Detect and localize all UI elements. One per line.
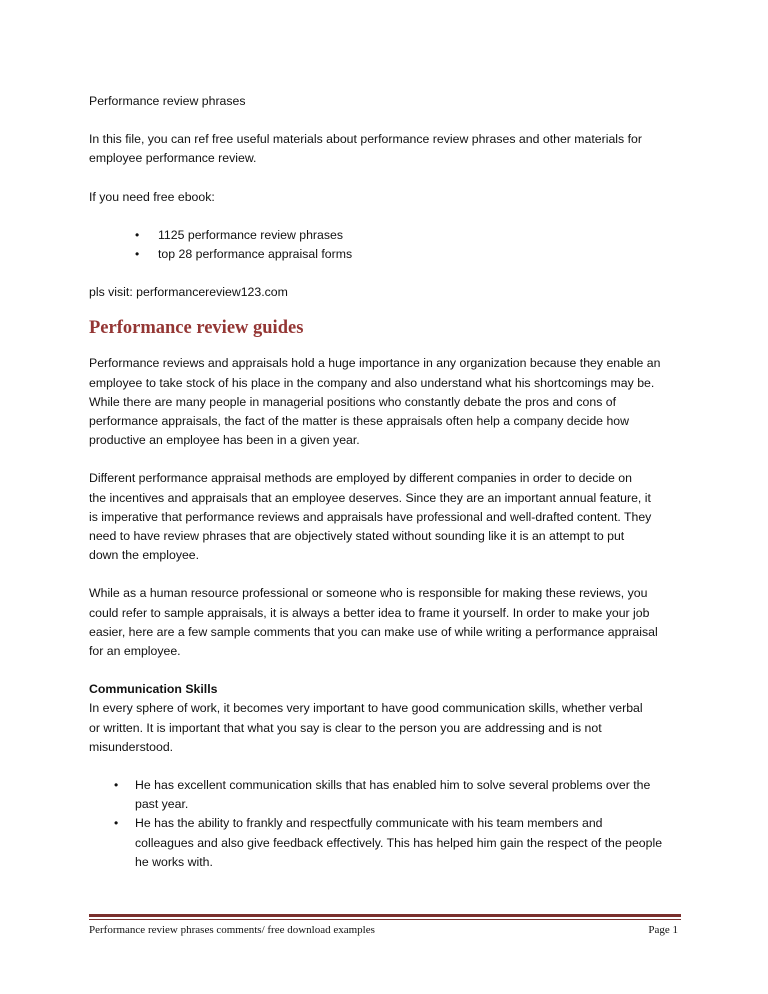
page-number: Page 1	[648, 924, 678, 936]
text-line: He has the ability to frankly and respectfully communicate with his team members and	[135, 816, 603, 831]
ebook-list	[89, 226, 689, 264]
text-line: the incentives and appraisals that an employee deserves. Since they are an important annual feature, it	[89, 490, 651, 505]
section-heading: Performance review guides	[89, 318, 304, 339]
list-item-text: top 28 performance appraisal forms	[158, 247, 353, 262]
list-item	[89, 814, 689, 872]
footer-divider	[89, 919, 681, 920]
bullet-icon: •	[135, 247, 140, 262]
text-line: colleagues and also give feedback effectively. This has helped him gain the respect of the people	[135, 835, 663, 850]
text-line: is imperative that performance reviews and appraisals have professional and well-drafted content. They	[89, 509, 652, 524]
paragraph	[89, 584, 689, 661]
text-line: easier, here are a few sample comments that you can make use of while writing a performance appraisal	[89, 624, 658, 639]
paragraph	[89, 354, 689, 450]
text-line: need to have review phrases that are objectively stated without sounding like it is an attempt to put	[89, 529, 625, 544]
text-line: he works with.	[135, 854, 213, 869]
document-title: Performance review phrases	[89, 94, 246, 108]
visit-line: pls visit: performancereview123.com	[89, 285, 288, 300]
text-line: productive an employee has been in a given year.	[89, 433, 360, 448]
text-line: While as a human resource professional or someone who is responsible for making these reviews, you	[89, 586, 648, 601]
list-item	[89, 226, 689, 245]
text-line: employee to take stock of his place in the company and also understand what his shortcomings may be.	[89, 375, 655, 390]
text-line: Different performance appraisal methods are employed by different companies in order to decide on	[89, 471, 632, 486]
text-line: performance appraisals, the fact of the matter is these appraisals often help a company decide how	[89, 414, 630, 429]
intro-paragraph	[89, 130, 689, 168]
bullet-icon: •	[114, 816, 119, 831]
paragraph	[89, 699, 689, 757]
document-body	[89, 92, 689, 872]
bullet-icon: •	[114, 778, 119, 793]
paragraph	[89, 469, 689, 565]
text-line: down the employee.	[89, 548, 200, 563]
ebook-lead: If you need free ebook:	[89, 189, 215, 204]
text-line: While there are many people in managerial positions who constantly debate the pros and cons of	[89, 394, 617, 409]
list-item	[89, 245, 689, 264]
text-line: past year.	[135, 797, 189, 812]
bullet-icon: •	[135, 227, 140, 242]
text-line: In every sphere of work, it becomes very important to have good communication skills, whether verbal	[89, 701, 643, 716]
text-line: Performance reviews and appraisals hold a huge importance in any organization because they enable an	[89, 356, 661, 371]
text-line: or written. It is important that what you say is clear to the person you are addressing and is not	[89, 720, 602, 735]
intro-line: employee performance review.	[89, 151, 257, 166]
footer-title: Performance review phrases comments/ free download examples	[89, 924, 375, 936]
footer-divider	[89, 914, 681, 917]
comments-list	[89, 776, 689, 872]
subheading: Communication Skills	[89, 682, 218, 697]
text-line: for an employee.	[89, 644, 181, 659]
text-line: could refer to sample appraisals, it is always a better idea to frame it yourself. In order to make your job	[89, 605, 650, 620]
text-line: He has excellent communication skills that has enabled him to solve several problems over the	[135, 778, 651, 793]
list-item	[89, 776, 689, 814]
list-item-text: 1125 performance review phrases	[158, 227, 344, 242]
text-line: misunderstood.	[89, 739, 174, 754]
intro-line: In this file, you can ref free useful materials about performance review phrases and other materials for	[89, 132, 642, 147]
